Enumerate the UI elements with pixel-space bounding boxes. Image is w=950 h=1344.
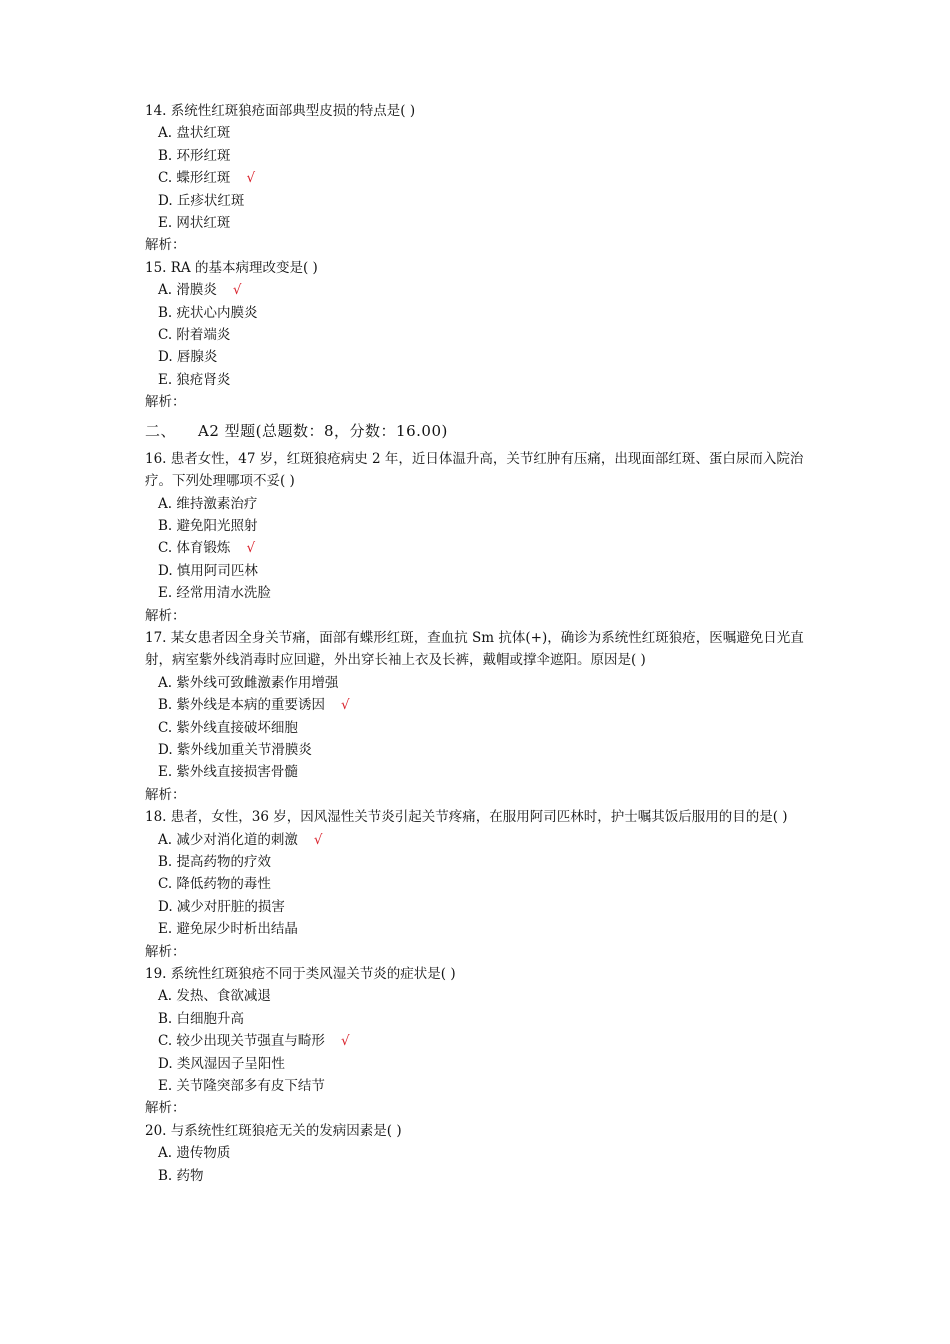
answer-option: [145, 302, 810, 324]
answer-option: [145, 537, 810, 559]
answer-option: [145, 212, 810, 234]
answer-option-text: C. 体育锻炼: [158, 540, 231, 557]
answer-option: [145, 873, 810, 895]
answer-option-text: D. 慎用阿司匹林: [158, 562, 258, 579]
answer-option: [145, 918, 810, 940]
answer-option-text: E. 避免尿少时析出结晶: [158, 921, 298, 938]
answer-option-text: C. 降低药物的毒性: [158, 876, 271, 893]
answer-option: [145, 369, 810, 391]
explanation-label: 解析：: [145, 607, 186, 624]
correct-check-icon: √: [340, 1033, 350, 1050]
section-number: 二、: [145, 421, 177, 440]
answer-option: [145, 985, 810, 1007]
answer-option-text: B. 疣状心内膜炎: [158, 304, 258, 321]
answer-option-text: A. 发热、食欲减退: [158, 988, 271, 1005]
exam-page: [145, 100, 810, 1187]
answer-option: [145, 1075, 810, 1097]
answer-option: [145, 761, 810, 783]
answer-option: [145, 739, 810, 761]
correct-check-icon: √: [246, 540, 256, 557]
answer-option: [145, 145, 810, 167]
answer-option: [145, 1142, 810, 1164]
explanation-label: 解析：: [145, 394, 186, 411]
answer-option-text: A. 紫外线可致雌激素作用增强: [158, 674, 339, 691]
answer-option-text: D. 类风湿因子呈阳性: [158, 1055, 285, 1072]
answer-option-text: D. 唇腺炎: [158, 349, 218, 366]
explanation-label: 解析：: [145, 943, 186, 960]
answer-option: [145, 896, 810, 918]
answer-option-text: D. 减少对肝脏的损害: [158, 898, 285, 915]
answer-option: [145, 1165, 810, 1187]
answer-option-text: A. 维持激素治疗: [158, 495, 258, 512]
answer-option-text: D. 丘疹状红斑: [158, 192, 245, 209]
answer-option-text: C. 附着端炎: [158, 327, 231, 344]
answer-option: [145, 167, 810, 189]
answer-option: [145, 694, 810, 716]
answer-option-text: D. 紫外线加重关节滑膜炎: [158, 741, 312, 758]
answer-option-text: B. 紫外线是本病的重要诱因: [158, 697, 326, 714]
answer-option: [145, 851, 810, 873]
correct-check-icon: √: [232, 282, 242, 299]
answer-option: [145, 493, 810, 515]
answer-option: [145, 717, 810, 739]
answer-option-text: E. 狼疮肾炎: [158, 371, 231, 388]
question-stem: 18. 患者，女性，36 岁，因风湿性关节炎引起关节疼痛，在服用阿司匹林时，护士嘱其饭后服用的目的是( ): [145, 809, 788, 826]
explanation-label: 解析：: [145, 786, 186, 803]
question-stem: 16. 患者女性，47 岁，红斑狼疮病史 2 年，近日体温升高，关节红肿有压痛，出现面部红斑、蛋白尿而入院治疗。下列处理哪项不妥( ): [145, 450, 804, 490]
answer-option: [145, 122, 810, 144]
answer-option: [145, 1008, 810, 1030]
answer-option: [145, 346, 810, 368]
answer-option-text: B. 药物: [158, 1167, 204, 1184]
answer-option-text: A. 盘状红斑: [158, 125, 231, 142]
answer-option-text: B. 提高药物的疗效: [158, 854, 272, 870]
answer-option: [145, 324, 810, 346]
correct-check-icon: √: [341, 697, 350, 714]
answer-option-text: C. 紫外线直接破坏细胞: [158, 719, 298, 736]
question-stem: 15. RA 的基本病理改变是( ): [145, 259, 318, 276]
answer-option-text: E. 网状红斑: [158, 215, 231, 232]
answer-option-text: C. 蝶形红斑: [158, 170, 231, 187]
answer-option: [145, 560, 810, 582]
question-stem: 17. 某女患者因全身关节痛，面部有蝶形红斑，查血抗 Sm 抗体(+)，确诊为系统性红斑狼疮，医嘱避免日光直射，病室紫外线消毒时应回避，外出穿长袖上衣及长裤，戴帽或撑伞遮阳。原因是( ): [145, 629, 804, 669]
correct-check-icon: √: [246, 170, 256, 187]
question-stem: 14. 系统性红斑狼疮面部典型皮损的特点是( ): [145, 103, 416, 119]
answer-option-text: A. 滑膜炎: [158, 282, 217, 299]
answer-option: [145, 582, 810, 604]
answer-option-text: A. 遗传物质: [158, 1145, 231, 1162]
explanation-label: 解析：: [145, 237, 186, 254]
answer-option-text: B. 环形红斑: [158, 147, 231, 164]
answer-option: [145, 1053, 810, 1075]
answer-option-text: A. 减少对消化道的刺激: [158, 831, 298, 848]
correct-check-icon: √: [313, 831, 323, 848]
answer-option: [145, 829, 810, 851]
question-stem: 19. 系统性红斑狼疮不同于类风湿关节炎的症状是( ): [145, 966, 456, 983]
section-title: A2 型题(总题数：8，分数：16.00): [198, 421, 448, 440]
section-heading: [145, 416, 810, 446]
answer-option-text: E. 经常用清水洗脸: [158, 585, 271, 602]
answer-option: [145, 279, 810, 301]
answer-option-text: E. 紫外线直接损害骨髓: [158, 764, 298, 781]
explanation-label: 解析：: [145, 1100, 186, 1117]
answer-option: [145, 515, 810, 537]
answer-option-text: B. 白细胞升高: [158, 1010, 245, 1027]
answer-option: [145, 190, 810, 212]
question-stem: 20. 与系统性红斑狼疮无关的发病因素是( ): [145, 1122, 402, 1139]
answer-option-text: B. 避免阳光照射: [158, 517, 258, 534]
answer-option-text: C. 较少出现关节强直与畸形: [158, 1033, 325, 1050]
answer-option: [145, 672, 810, 694]
answer-option: [145, 1030, 810, 1052]
answer-option-text: E. 关节隆突部多有皮下结节: [158, 1078, 325, 1095]
